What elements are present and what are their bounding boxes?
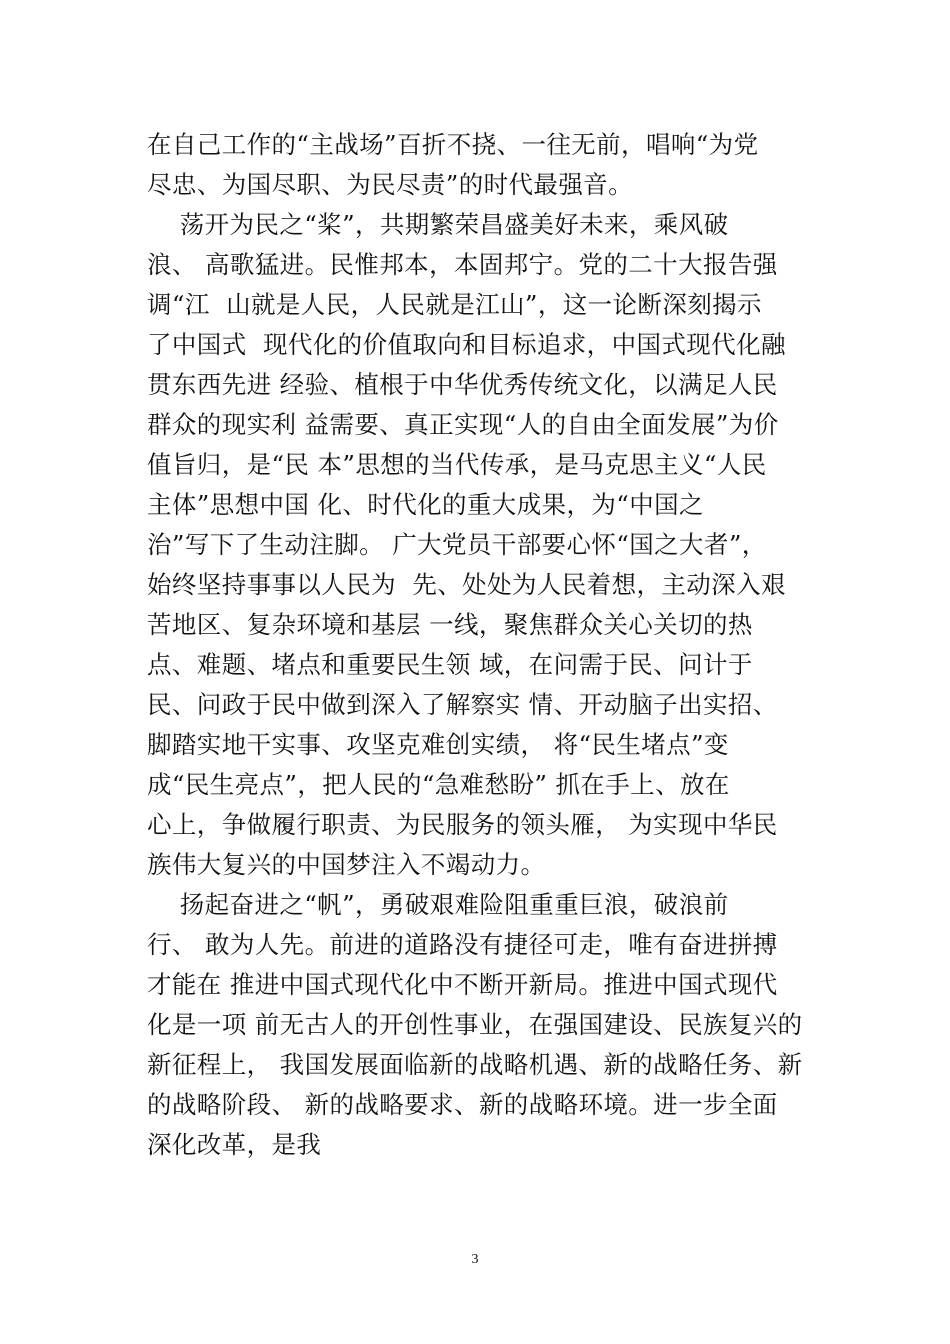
body-text-line: 尽忠、为国尽职、为民尽责”的时代最强音。 <box>147 170 634 199</box>
body-text-line: 荡开为民之“桨”，共期繁荣昌盛美好未来，乘风破 <box>147 210 729 239</box>
body-text-line: 了中国式 现代化的价值取向和目标追求，中国式现代化融 <box>147 330 786 359</box>
body-text-line: 值旨归，是“民 本”思想的当代传承，是马克思主义“人民 <box>147 450 767 479</box>
body-text-line: 在自己工作的“主战场”百折不挠、一往无前，唱响“为党 <box>147 130 759 159</box>
body-text-line: 心上，争做履行职责、为民服务的领头雁， 为实现中华民 <box>147 810 778 839</box>
body-text-line: 行、 敢为人先。前进的道路没有捷径可走，唯有奋进拼搏 <box>147 930 778 959</box>
body-text-line: 深化改革，是我 <box>147 1130 322 1159</box>
body-text-line: 调“江 山就是人民，人民就是江山”，这一论断深刻揭示 <box>147 290 762 319</box>
body-text-line: 族伟大复兴的中国梦注入不竭动力。 <box>147 850 546 879</box>
page-number: 3 <box>471 1252 479 1267</box>
body-text-line: 贯东西先进 经验、植根于中华优秀传统文化，以满足人民 <box>147 370 778 399</box>
body-text-line: 群众的现实利 益需要、真正实现“人的自由全面发展”为价 <box>147 410 779 439</box>
body-text-line: 才能在 推进中国式现代化中不断开新局。推进中国式现代 <box>147 970 778 999</box>
body-text-line: 民、问政于民中做到深入了解察实 情、开动脑子出实招、 <box>147 690 778 719</box>
body-text-line: 扬起奋进之“帆”，勇破艰难险阻重重巨浪，破浪前 <box>147 890 729 919</box>
body-text-line: 的战略阶段、 新的战略要求、新的战略环境。进一步全面 <box>147 1090 778 1119</box>
body-text-line: 成“民生亮点”，把人民的“急难愁盼” 抓在手上、放在 <box>147 770 730 799</box>
body-text-line: 主体”思想中国 化、时代化的重大成果，为“中国之 <box>147 490 704 519</box>
body-text-line: 始终坚持事事以人民为 先、处处为人民着想，主动深入艰 <box>147 570 786 599</box>
body-text-line: 治”写下了生动注脚。 广大党员干部要心怀“国之大者”， <box>147 530 767 559</box>
body-text-line: 苦地区、复杂环境和基层 一线，聚焦群众关心关切的热 <box>147 610 753 639</box>
body-text-line: 新征程上， 我国发展面临新的战略机遇、新的战略任务、新 <box>147 1050 803 1079</box>
body-text-line: 浪、 高歌猛进。民惟邦本，本固邦宁。党的二十大报告强 <box>147 250 778 279</box>
body-text-line: 化是一项 前无古人的开创性事业，在强国建设、民族复兴的 <box>147 1010 803 1039</box>
body-text-line: 脚踏实地干实事、攻坚克难创实绩， 将“民生堵点”变 <box>147 730 729 759</box>
body-text-line: 点、难题、堵点和重要民生领 域，在问需于民、问计于 <box>147 650 753 679</box>
